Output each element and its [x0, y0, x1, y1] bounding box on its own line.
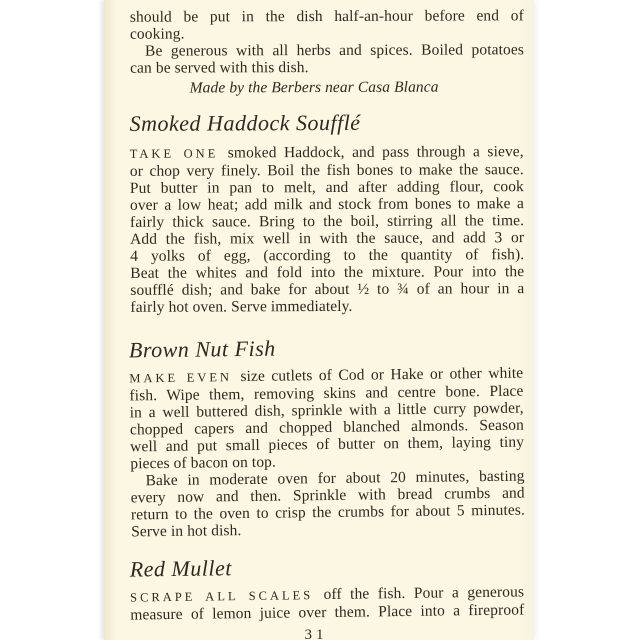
- text-line: TAKE ONE smoked Haddock, and pass through a sieve,: [129, 143, 524, 162]
- small-caps-lead: SCRAPE ALL SCALES: [130, 588, 314, 605]
- attribution-line: Made by the Berbers near Casa Blanca: [189, 78, 439, 97]
- recipe-title-brown-nut-fish: Brown Nut Fish: [128, 335, 276, 363]
- text-line: Be generous with all herbs and spices. Boiled potatoes: [144, 41, 525, 60]
- text-line: measure of lemon juice over them. Place into a fireproof: [130, 601, 525, 624]
- recipe-paragraph: [130, 468, 525, 541]
- recipe-section-smoked-haddock-souffle: [130, 109, 525, 316]
- book-page: [104, 0, 534, 640]
- text-line: cooking.: [129, 25, 185, 43]
- text-line: well and put small pieces of butter on them, laying tiny: [130, 433, 525, 456]
- text-line: Put butter in pan to melt, and after adding flour, cook: [129, 178, 524, 197]
- text-line: or chop very finely. Boil the fish bones to make the sauce.: [129, 161, 524, 180]
- text-line: over a low heat; add milk and stock from bones to make a: [129, 195, 525, 214]
- text-line: soufflé dish; and bake for about ½ to ¾ of an hour in a: [130, 280, 525, 299]
- text-line: fairly hot oven. Serve immediately.: [130, 297, 353, 316]
- text-line: should be put in the dish half-an-hour before end of: [129, 7, 524, 26]
- intro-section: [130, 7, 524, 98]
- text-line: every now and then. Sprinkle with bread crumbs and: [130, 484, 525, 507]
- recipe-paragraph: [130, 583, 524, 623]
- text-line: Beat the whites and fold into the mixture. Pour into the: [130, 263, 525, 282]
- recipe-title-smoked-haddock-souffle: Smoked Haddock Soufflé: [129, 109, 361, 136]
- text-line: fairly thick sauce. Bring to the boil, stirring all the time.: [130, 212, 525, 231]
- text-column: [104, 0, 534, 640]
- text-line: pieces of bacon on top.: [130, 453, 277, 473]
- intro-paragraph: [130, 41, 524, 76]
- text-line: MAKE EVEN size cutlets of Cod or Hake or other white: [129, 364, 524, 386]
- recipe-section-red-mullet: [130, 551, 525, 623]
- small-caps-lead: MAKE EVEN: [129, 370, 233, 386]
- recipe-paragraph: [129, 365, 524, 473]
- text-line: Add the fish, mix well in with the sauce, and add 3 or: [130, 229, 525, 248]
- text-line: SCRAPE ALL SCALES off the fish. Pour a generous: [130, 583, 525, 605]
- text-line: can be served with this dish.: [130, 59, 309, 77]
- intro-continued-paragraph: [130, 7, 524, 42]
- text-line: return to the oven to crisp the crumbs for about 5 minutes.: [130, 501, 526, 524]
- text-line: Bake in moderate oven for about 20 minutes, basting: [145, 467, 525, 490]
- text-line: fish. Wipe them, removing skins and centre bone. Place: [129, 382, 524, 405]
- recipe-paragraph: [130, 143, 525, 316]
- text-line: chopped capers and chopped blanched almonds. Season: [129, 416, 524, 439]
- recipe-section-brown-nut-fish: [129, 333, 525, 541]
- recipe-title-red-mullet: Red Mullet: [129, 555, 233, 582]
- text-line: in a well buttered dish, sprinkle with a little curry powder,: [129, 399, 524, 422]
- page-number: 31: [304, 627, 328, 640]
- text-line: 4 yolks of egg, (according to the quantity of fish).: [130, 246, 525, 265]
- text-line: Serve in hot dish.: [131, 522, 242, 541]
- small-caps-lead: TAKE ONE: [129, 146, 219, 161]
